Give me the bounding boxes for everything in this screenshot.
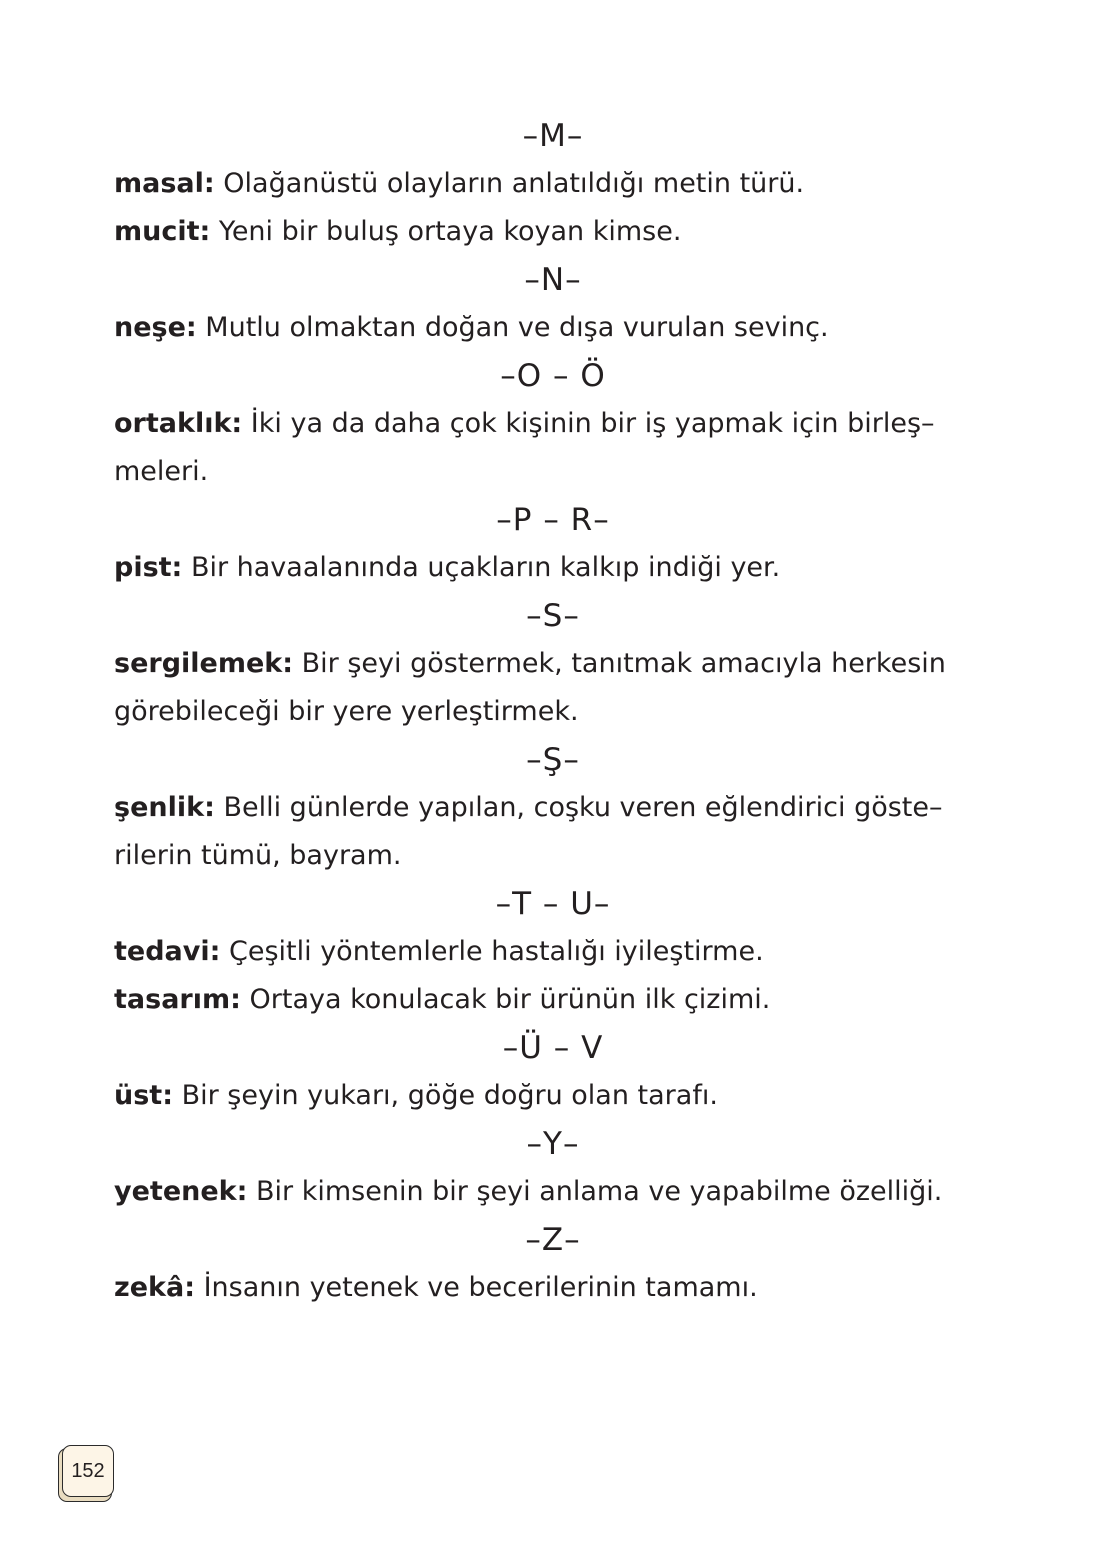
entry-definition: Mutlu olmaktan doğan ve dışa vurulan sevinç. [196, 312, 829, 343]
glossary-entry [114, 640, 994, 736]
entry-term: pist: [114, 552, 183, 583]
entry-definition: İki ya da daha çok kişinin bir iş yapmak için birleş– meleri. [114, 408, 935, 487]
section-heading-u [0, 1024, 1106, 1072]
page-number-badge [58, 1445, 112, 1501]
entry-term: üst: [114, 1080, 173, 1111]
entry-definition: Belli günlerde yapılan, coşku veren eğlendirici göste– rilerin tümü, bayram. [114, 792, 943, 871]
entry-definition: Bir kimsenin bir şeyi anlama ve yapabilme özelliği. [247, 1176, 943, 1207]
glossary-entry [114, 160, 994, 208]
glossary [114, 112, 994, 1312]
section-heading-sh [0, 736, 1106, 784]
entry-definition: Olağanüstü olayların anlatıldığı metin türü. [214, 168, 805, 199]
entry-definition: Bir havaalanında uçakların kalkıp indiği yer. [182, 552, 781, 583]
entry-term: ortaklık: [114, 408, 243, 439]
glossary-entry [114, 1072, 994, 1120]
entry-term: masal: [114, 168, 215, 199]
entry-definition: Çeşitli yöntemlerle hastalığı iyileştirme. [220, 936, 764, 967]
glossary-entry [114, 1264, 994, 1312]
section-heading-label: –T – U– [495, 886, 611, 922]
section-heading-label: –Y– [526, 1126, 580, 1162]
glossary-entry [114, 784, 994, 880]
section-heading-m [0, 112, 1106, 160]
entry-term: tasarım: [114, 984, 241, 1015]
section-heading-label: –M– [522, 118, 584, 154]
entry-term: şenlik: [114, 792, 215, 823]
entry-term: sergilemek: [114, 648, 294, 679]
glossary-entry [114, 304, 994, 352]
section-heading-y [0, 1120, 1106, 1168]
entry-term: mucit: [114, 216, 211, 247]
section-heading-s [0, 592, 1106, 640]
entry-definition: İnsanın yetenek ve becerilerinin tamamı. [195, 1272, 758, 1303]
section-heading-n [0, 256, 1106, 304]
section-heading-t [0, 880, 1106, 928]
glossary-entry [114, 928, 994, 976]
entry-term: neşe: [114, 312, 197, 343]
entry-term: tedavi: [114, 936, 221, 967]
entry-term: zekâ: [114, 1272, 195, 1303]
section-heading-label: –P – R– [496, 502, 610, 538]
entry-definition: Yeni bir buluş ortaya koyan kimse. [210, 216, 682, 247]
entry-definition: Ortaya konulacak bir ürünün ilk çizimi. [240, 984, 771, 1015]
section-heading-label: –Z– [525, 1222, 581, 1258]
section-heading-label: –Ü – V [502, 1030, 604, 1066]
entry-definition: Bir şeyin yukarı, göğe doğru olan tarafı. [173, 1080, 718, 1111]
page-number: 152 [62, 1445, 114, 1497]
glossary-entry [114, 208, 994, 256]
entry-term: yetenek: [114, 1176, 248, 1207]
glossary-entry [114, 544, 994, 592]
glossary-entry [114, 1168, 994, 1216]
section-heading-label: –S– [526, 598, 580, 634]
entry-definition: Bir şeyi göstermek, tanıtmak amacıyla herkesin görebileceği bir yere yerleştirmek. [114, 648, 946, 727]
section-heading-label: –Ş– [526, 742, 580, 778]
section-heading-o [0, 352, 1106, 400]
glossary-entry [114, 400, 994, 496]
section-heading-p [0, 496, 1106, 544]
glossary-entry [114, 976, 994, 1024]
section-heading-label: –N– [524, 262, 582, 298]
section-heading-z [0, 1216, 1106, 1264]
section-heading-label: –O – Ö [500, 358, 606, 394]
